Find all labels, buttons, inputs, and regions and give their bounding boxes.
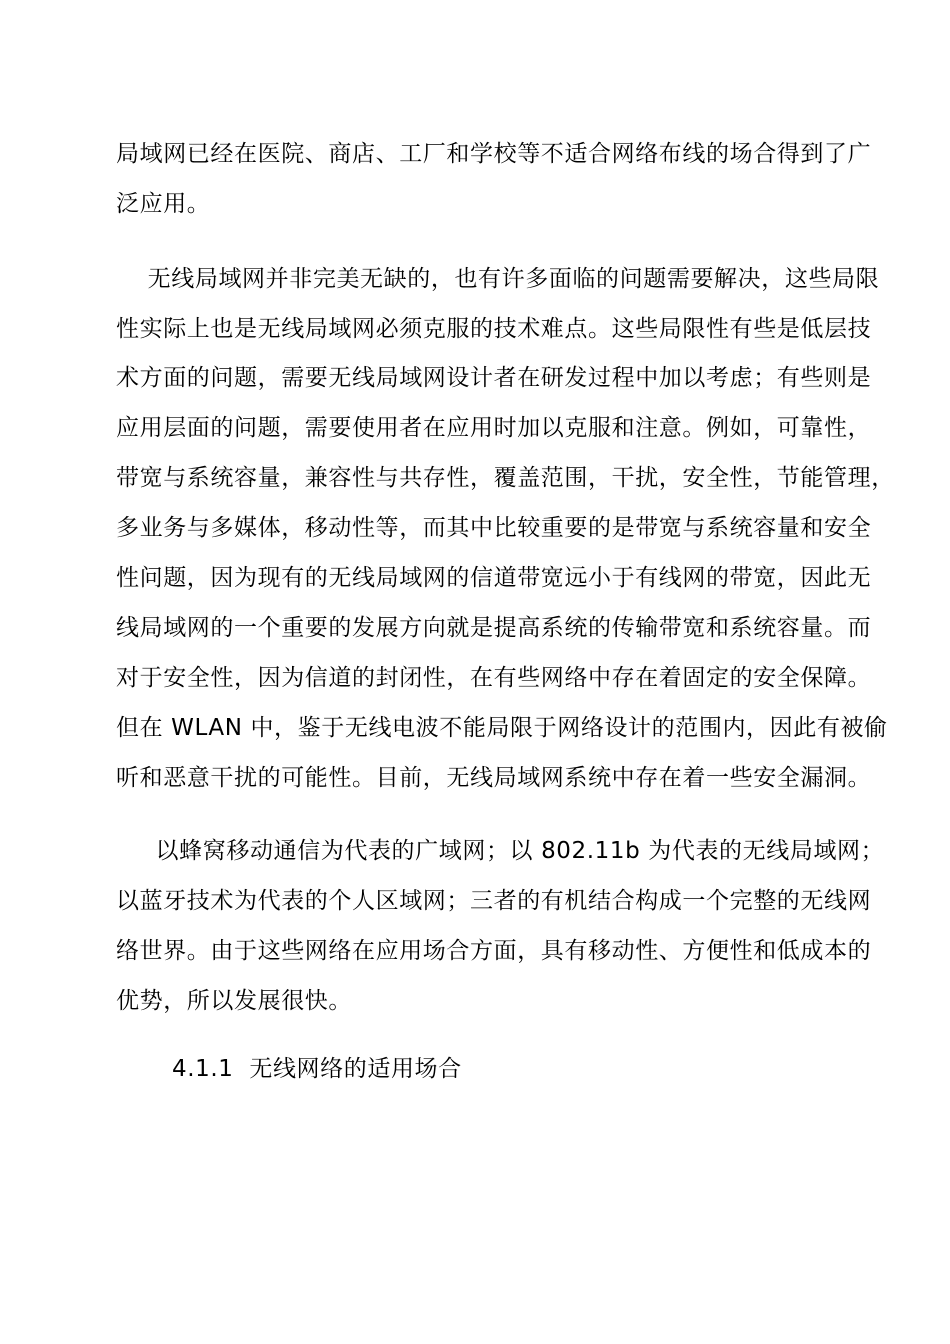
paragraph-2-line-11: 听和恶意干扰的可能性。目前，无线局域网系统中存在着一些安全漏洞。 [116,765,872,791]
section-heading: 4.1.1 无线网络的适用场合 [172,1056,462,1082]
paragraph-3-line-2: 以蓝牙技术为代表的个人区域网；三者的有机结合构成一个完整的无线网 [116,888,872,914]
paragraph-1-line-1: 局域网已经在医院、商店、工厂和学校等不适合网络布线的场合得到了广 [116,141,872,167]
paragraph-3-line-3: 络世界。由于这些网络在应用场合方面，具有移动性、方便性和低成本的 [116,938,872,964]
paragraph-3-line-4: 优势，所以发展很快。 [116,988,352,1014]
paragraph-2-line-10: 但在 WLAN 中，鉴于无线电波不能局限于网络设计的范围内，因此有被偷 [116,715,888,741]
paragraph-2-line-9: 对于安全性，因为信道的封闭性，在有些网络中存在着固定的安全保障。 [116,665,872,691]
paragraph-2-line-5: 带宽与系统容量，兼容性与共存性，覆盖范围，干扰，安全性，节能管理， [116,465,895,491]
paragraph-2-line-8: 线局域网的一个重要的发展方向就是提高系统的传输带宽和系统容量。而 [116,615,872,641]
paragraph-3-line-1: 以蜂窝移动通信为代表的广域网；以 802.11b 为代表的无线局域网； [116,838,885,864]
paragraph-1-line-2: 泛应用。 [116,191,211,217]
paragraph-2-line-7: 性问题，因为现有的无线局域网的信道带宽远小于有线网的带宽，因此无 [116,565,872,591]
paragraph-2-line-2: 性实际上也是无线局域网必须克服的技术难点。这些局限性有些是低层技 [116,316,872,342]
paragraph-2-line-1: 无线局域网并非完美无缺的，也有许多面临的问题需要解决，这些局限 [116,266,880,292]
paragraph-2-line-4: 应用层面的问题，需要使用者在应用时加以克服和注意。例如，可靠性， [116,415,872,441]
paragraph-2-line-3: 术方面的问题，需要无线局域网设计者在研发过程中加以考虑；有些则是 [116,365,872,391]
paragraph-2-line-6: 多业务与多媒体，移动性等，而其中比较重要的是带宽与系统容量和安全 [116,515,872,541]
